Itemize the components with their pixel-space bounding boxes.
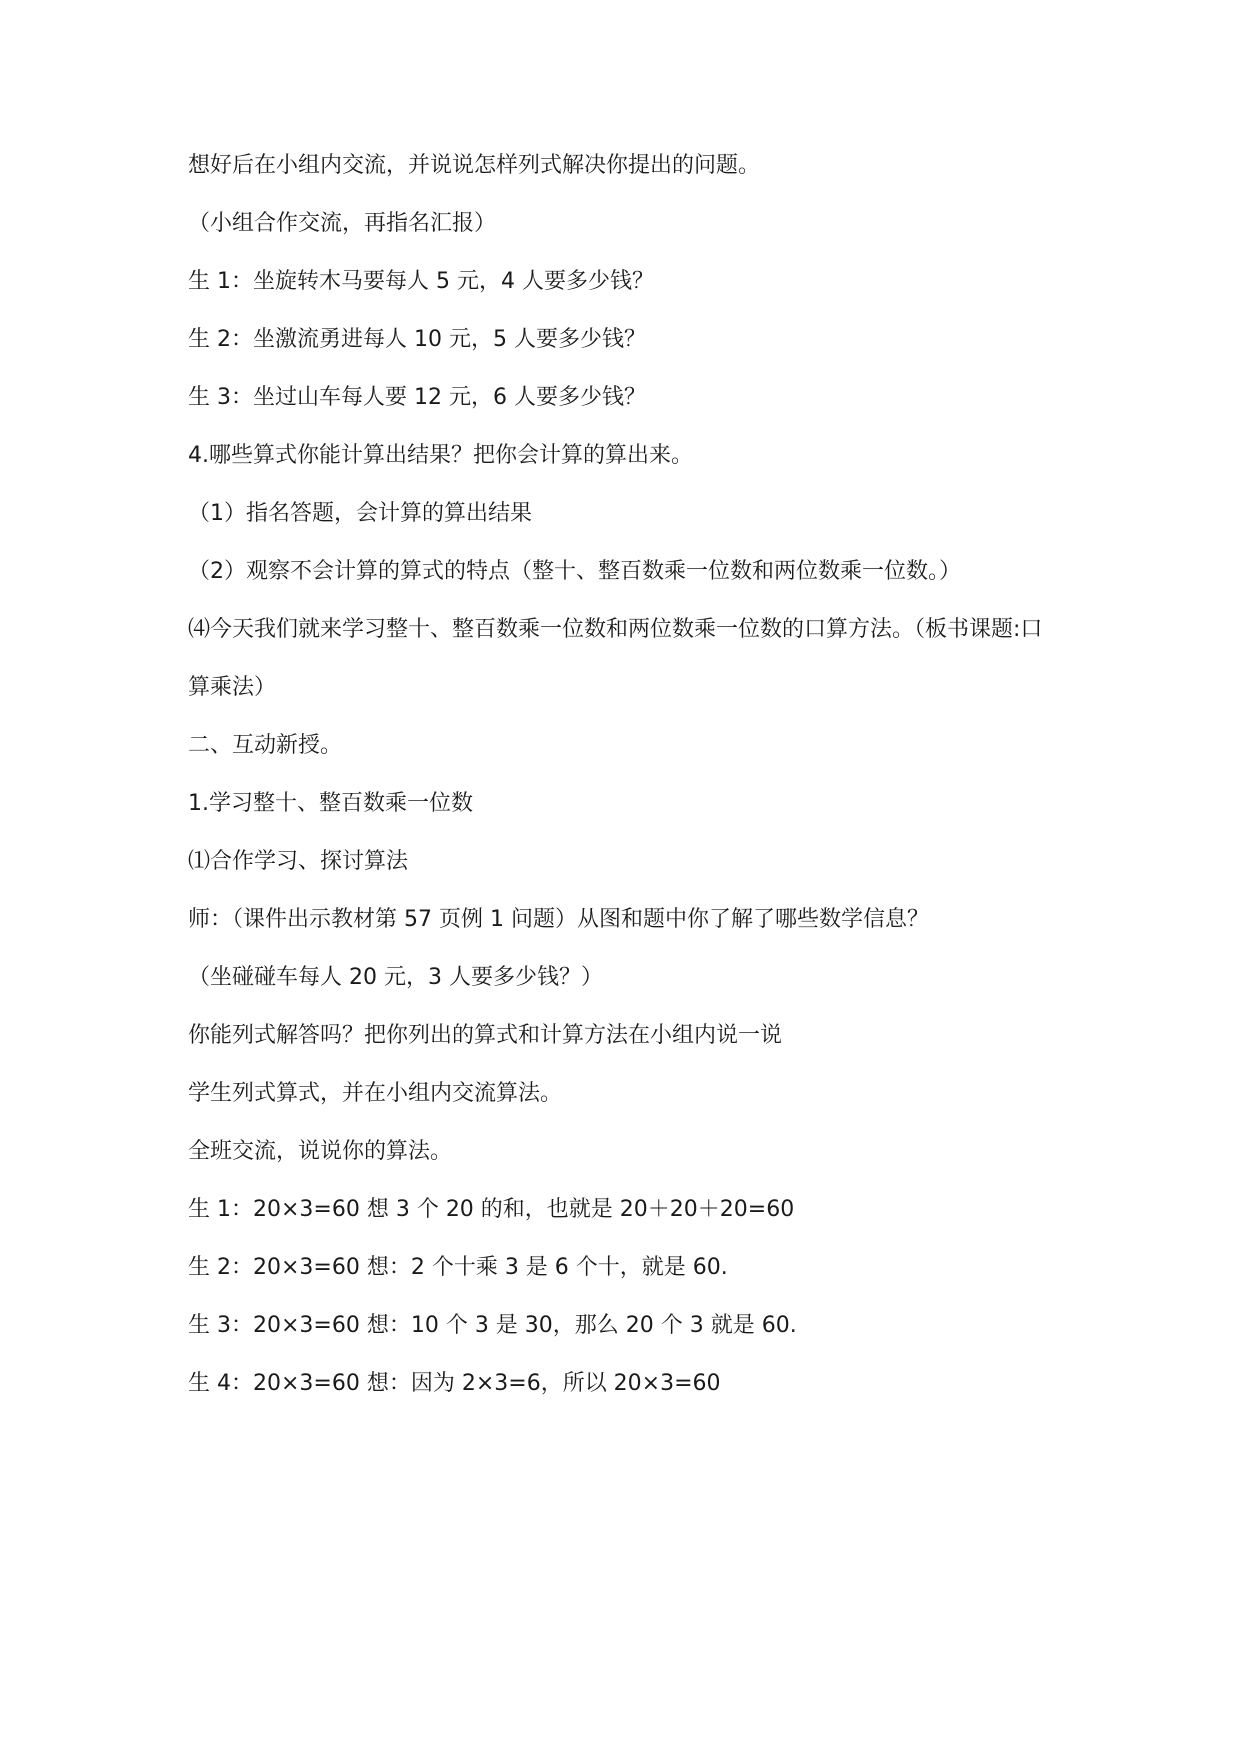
paragraph-line: 1.学习整十、整百数乘一位数 [188,791,473,816]
paragraph-line: 生 4：20×3=60 想：因为 2×3=6，所以 20×3=60 [188,1371,721,1396]
paragraph-line: 生 1：坐旋转木马要每人 5 元，4 人要多少钱？ [188,269,654,294]
section-heading: 二、互动新授。 [188,733,343,758]
paragraph-line: （小组合作交流，再指名汇报） [188,211,497,236]
paragraph-line: ⑷今天我们就来学习整十、整百数乘一位数和两位数乘一位数的口算方法。（板书课题:口 [188,617,1043,642]
paragraph-line: （1）指名答题，会计算的算出结果 [188,501,532,526]
paragraph-line: （2）观察不会计算的算式的特点（整十、整百数乘一位数和两位数乘一位数。） [188,559,961,584]
paragraph-line: 生 3：20×3=60 想：10 个 3 是 30，那么 20 个 3 就是 60. [188,1313,797,1338]
paragraph-line: 生 2：坐激流勇进每人 10 元，5 人要多少钱？ [188,327,646,352]
paragraph-line: 生 1：20×3=60 想 3 个 20 的和，也就是 20＋20＋20=60 [188,1197,795,1222]
paragraph-line: 全班交流，说说你的算法。 [188,1139,453,1164]
paragraph-line: 师：（课件出示教材第 57 页例 1 问题）从图和题中你了解了哪些数学信息？ [188,907,929,932]
paragraph-line: ⑴合作学习、探讨算法 [188,849,409,874]
paragraph-line: 想好后在小组内交流，并说说怎样列式解决你提出的问题。 [188,153,761,178]
paragraph-line: 学生列式算式，并在小组内交流算法。 [188,1081,563,1106]
paragraph-line: 生 3：坐过山车每人要 12 元，6 人要多少钱？ [188,385,646,410]
paragraph-line: 生 2：20×3=60 想：2 个十乘 3 是 6 个十，就是 60. [188,1255,728,1280]
paragraph-line: 算乘法） [188,675,277,700]
paragraph-line: 4.哪些算式你能计算出结果？把你会计算的算出来。 [188,443,693,468]
paragraph-line: （坐碰碰车每人 20 元，3 人要多少钱？） [188,965,603,990]
document-page [188,0,1068,1754]
paragraph-line: 你能列式解答吗？把你列出的算式和计算方法在小组内说一说 [188,1023,783,1048]
